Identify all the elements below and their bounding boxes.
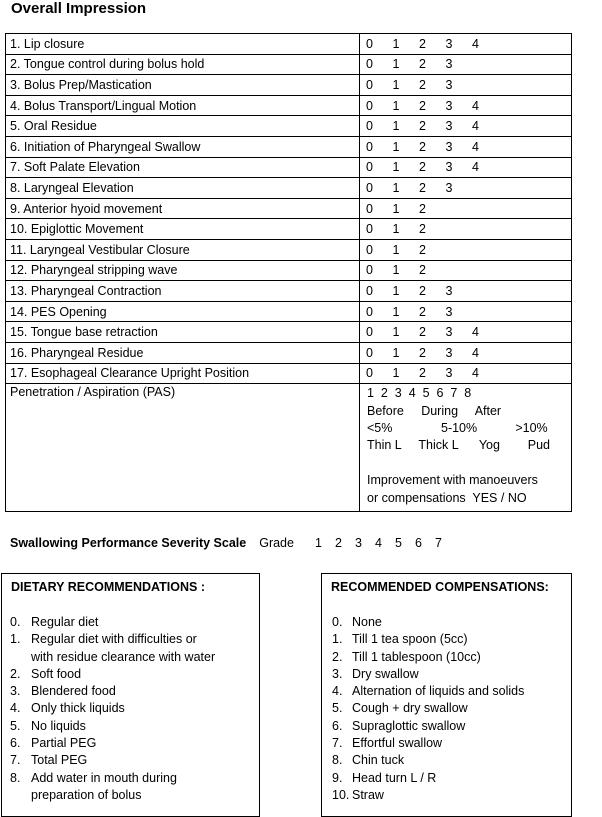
dietary-item bbox=[10, 614, 259, 631]
assessment-row bbox=[6, 75, 572, 96]
dietary-item bbox=[10, 631, 259, 648]
item-number: 1. bbox=[332, 632, 343, 647]
score-option: 0 bbox=[366, 242, 373, 257]
score-option: 1 bbox=[392, 57, 400, 72]
item-number: 8. bbox=[10, 770, 21, 785]
row-label: 4. Bolus Transport/Lingual Motion bbox=[6, 95, 360, 116]
score-option: 4 bbox=[472, 36, 479, 51]
item-text: Total PEG bbox=[31, 753, 88, 768]
score-option: 0 bbox=[366, 283, 373, 298]
row-scores bbox=[360, 34, 572, 55]
score-option: 1 bbox=[392, 201, 400, 216]
score-option: 2 bbox=[419, 119, 426, 134]
item-text: Till 1 tablespoon (10cc) bbox=[352, 649, 481, 664]
assessment-row bbox=[6, 342, 572, 363]
pas-label: Penetration / Aspiration (PAS) bbox=[6, 384, 360, 512]
item-number: 3. bbox=[332, 666, 343, 681]
score-option: 3 bbox=[445, 345, 453, 360]
severity-grade-option: 7 bbox=[434, 536, 442, 550]
score-option: 0 bbox=[366, 201, 373, 216]
score-option: 3 bbox=[445, 98, 453, 113]
score-option: 4 bbox=[472, 119, 479, 134]
score-option: 4 bbox=[472, 139, 479, 154]
row-scores bbox=[360, 239, 572, 260]
assessment-row bbox=[6, 34, 572, 55]
compensations-item bbox=[332, 649, 571, 666]
pas-line: Improvement with manoeuvers bbox=[367, 473, 538, 488]
item-text: Head turn L / R bbox=[352, 770, 437, 785]
item-text: Till 1 tea spoon (5cc) bbox=[352, 632, 468, 647]
score-option: 2 bbox=[419, 36, 426, 51]
assessment-row bbox=[6, 54, 572, 75]
score-option: 3 bbox=[445, 283, 453, 298]
pas-line: <5% 5-10% >10% bbox=[367, 420, 548, 435]
score-option: 0 bbox=[366, 304, 373, 319]
item-number: 5. bbox=[332, 701, 343, 716]
score-option: 0 bbox=[366, 325, 373, 340]
score-option: 0 bbox=[366, 263, 373, 278]
item-number: 1. bbox=[10, 632, 21, 647]
item-text: Add water in mouth during bbox=[31, 770, 177, 785]
dietary-item bbox=[10, 666, 259, 683]
score-option: 0 bbox=[366, 180, 373, 195]
row-scores bbox=[360, 342, 572, 363]
row-label: 12. Pharyngeal stripping wave bbox=[6, 260, 360, 281]
item-number: 6. bbox=[10, 736, 21, 751]
item-text: Chin tuck bbox=[352, 753, 405, 768]
compensations-item bbox=[332, 700, 571, 717]
score-option: 0 bbox=[366, 98, 373, 113]
row-scores bbox=[360, 136, 572, 157]
item-number bbox=[10, 787, 31, 804]
item-text: Effortful swallow bbox=[352, 736, 443, 751]
score-option: 1 bbox=[392, 160, 400, 175]
severity-scale bbox=[10, 536, 455, 550]
item-text: Regular diet bbox=[31, 615, 99, 629]
dietary-item bbox=[10, 718, 259, 735]
row-scores bbox=[360, 95, 572, 116]
score-option: 3 bbox=[445, 57, 453, 72]
score-option: 2 bbox=[419, 180, 426, 195]
score-option: 0 bbox=[366, 222, 373, 237]
row-label: 3. Bolus Prep/Mastication bbox=[6, 75, 360, 96]
score-option: 0 bbox=[366, 119, 373, 134]
row-label: 6. Initiation of Pharyngeal Swallow bbox=[6, 136, 360, 157]
compensations-box bbox=[321, 573, 572, 817]
score-option: 0 bbox=[366, 345, 373, 360]
score-option: 1 bbox=[392, 36, 400, 51]
score-option: 1 bbox=[392, 325, 400, 340]
compensations-item bbox=[332, 770, 571, 787]
compensations-item bbox=[332, 718, 571, 735]
item-number: 0. bbox=[10, 615, 21, 629]
score-option: 1 bbox=[392, 242, 400, 257]
assessment-row bbox=[6, 178, 572, 199]
compensations-item bbox=[332, 614, 571, 631]
score-option: 0 bbox=[366, 77, 373, 92]
severity-grade-values bbox=[315, 536, 455, 550]
score-option: 4 bbox=[472, 160, 479, 175]
item-text: Cough + dry swallow bbox=[352, 701, 468, 716]
row-label: 15. Tongue base retraction bbox=[6, 322, 360, 343]
dietary-item bbox=[10, 752, 259, 769]
compensations-item bbox=[332, 666, 571, 683]
compensations-item bbox=[332, 787, 571, 804]
score-option: 3 bbox=[445, 325, 453, 340]
score-option: 2 bbox=[419, 139, 426, 154]
dietary-recommendations-box bbox=[1, 573, 260, 817]
assessment-row bbox=[6, 281, 572, 302]
assessment-row bbox=[6, 219, 572, 240]
pas-options bbox=[364, 384, 567, 511]
row-scores bbox=[360, 157, 572, 178]
assessment-row bbox=[6, 239, 572, 260]
item-text: Dry swallow bbox=[352, 666, 419, 681]
severity-grade-option: 1 bbox=[314, 536, 322, 550]
score-option: 0 bbox=[366, 139, 373, 154]
item-text: Alternation of liquids and solids bbox=[352, 684, 525, 699]
item-number: 4. bbox=[10, 701, 21, 716]
item-number: 10. bbox=[332, 787, 350, 802]
score-option: 1 bbox=[392, 222, 400, 237]
row-label: 13. Pharyngeal Contraction bbox=[6, 281, 360, 302]
score-option: 4 bbox=[472, 366, 479, 381]
score-option: 1 bbox=[392, 345, 400, 360]
assessment-row bbox=[6, 136, 572, 157]
score-option: 3 bbox=[445, 119, 453, 134]
dietary-item bbox=[10, 700, 259, 717]
row-label: 5. Oral Residue bbox=[6, 116, 360, 137]
item-text: preparation of bolus bbox=[31, 787, 142, 802]
row-scores bbox=[360, 178, 572, 199]
score-option: 2 bbox=[419, 242, 426, 257]
score-option: 2 bbox=[419, 160, 426, 175]
score-option: 1 bbox=[392, 263, 400, 278]
item-text: Supraglottic swallow bbox=[352, 718, 466, 733]
dietary-item bbox=[10, 770, 259, 787]
score-option: 1 bbox=[392, 139, 400, 154]
score-option: 2 bbox=[419, 366, 426, 381]
score-option: 1 bbox=[392, 304, 400, 319]
item-text: Only thick liquids bbox=[31, 701, 125, 716]
score-option: 0 bbox=[366, 57, 373, 72]
pas-line bbox=[367, 455, 564, 472]
row-scores bbox=[360, 54, 572, 75]
item-number: 9. bbox=[332, 770, 343, 785]
row-scores bbox=[360, 301, 572, 322]
item-number: 4. bbox=[332, 684, 343, 699]
assessment-row bbox=[6, 260, 572, 281]
assessment-rows bbox=[6, 34, 572, 384]
score-option: 3 bbox=[445, 36, 453, 51]
compensations-item bbox=[332, 631, 571, 648]
assessment-row bbox=[6, 198, 572, 219]
row-label: 14. PES Opening bbox=[6, 301, 360, 322]
score-option: 4 bbox=[472, 325, 479, 340]
dietary-list bbox=[10, 614, 259, 804]
severity-grade-option: 4 bbox=[374, 536, 382, 550]
pas-line: or compensations YES / NO bbox=[367, 490, 527, 505]
pas-line: Before During After bbox=[367, 403, 502, 418]
row-label: 10. Epiglottic Movement bbox=[6, 219, 360, 240]
compensations-item bbox=[332, 752, 571, 769]
dietary-item bbox=[10, 735, 259, 752]
compensations-item bbox=[332, 735, 571, 752]
dietary-item bbox=[10, 649, 259, 666]
item-number: 2. bbox=[332, 649, 343, 664]
score-option: 3 bbox=[445, 366, 453, 381]
score-option: 1 bbox=[392, 283, 400, 298]
row-label: 11. Laryngeal Vestibular Closure bbox=[6, 239, 360, 260]
score-option: 2 bbox=[419, 57, 426, 72]
item-text: Partial PEG bbox=[31, 736, 97, 751]
assessment-table bbox=[5, 33, 572, 512]
row-label: 7. Soft Palate Elevation bbox=[6, 157, 360, 178]
severity-grade-option: 3 bbox=[354, 536, 362, 550]
item-text: Soft food bbox=[31, 666, 82, 681]
score-option: 1 bbox=[392, 77, 400, 92]
dietary-title: DIETARY RECOMMENDATIONS : bbox=[11, 580, 205, 594]
score-option: 0 bbox=[366, 366, 373, 381]
score-option: 1 bbox=[392, 98, 400, 113]
pas-row bbox=[6, 384, 572, 512]
pas-line: 1 2 3 4 5 6 7 8 bbox=[367, 386, 472, 401]
score-option: 0 bbox=[366, 160, 373, 175]
row-label: 2. Tongue control during bolus hold bbox=[6, 54, 360, 75]
severity-grade-option: 6 bbox=[414, 536, 422, 550]
row-scores bbox=[360, 260, 572, 281]
item-text: Straw bbox=[352, 787, 384, 802]
row-scores bbox=[360, 75, 572, 96]
compensations-item bbox=[332, 683, 571, 700]
item-number: 0. bbox=[332, 615, 343, 629]
row-label: 9. Anterior hyoid movement bbox=[6, 198, 360, 219]
row-label: 17. Esophageal Clearance Upright Position bbox=[6, 363, 360, 384]
score-option: 2 bbox=[419, 77, 426, 92]
score-option: 2 bbox=[419, 304, 426, 319]
score-option: 2 bbox=[419, 325, 426, 340]
row-scores bbox=[360, 219, 572, 240]
score-option: 3 bbox=[445, 304, 453, 319]
score-option: 2 bbox=[419, 283, 426, 298]
row-scores bbox=[360, 116, 572, 137]
severity-grade-option: 5 bbox=[394, 536, 402, 550]
compensations-title: RECOMMENDED COMPENSATIONS: bbox=[331, 580, 549, 594]
score-option: 3 bbox=[445, 180, 453, 195]
item-text: None bbox=[352, 615, 382, 629]
assessment-row bbox=[6, 363, 572, 384]
severity-scale-label: Swallowing Performance Severity Scale bbox=[10, 536, 247, 550]
row-label: 8. Laryngeal Elevation bbox=[6, 178, 360, 199]
item-number: 2. bbox=[10, 666, 21, 681]
assessment-row bbox=[6, 116, 572, 137]
score-option: 2 bbox=[419, 201, 426, 216]
row-label: 16. Pharyngeal Residue bbox=[6, 342, 360, 363]
score-option: 4 bbox=[472, 345, 479, 360]
compensations-list bbox=[332, 614, 571, 804]
score-option: 2 bbox=[419, 98, 426, 113]
dietary-item bbox=[10, 787, 259, 804]
severity-grade-option: 2 bbox=[334, 536, 342, 550]
row-scores bbox=[360, 198, 572, 219]
score-option: 2 bbox=[419, 263, 426, 278]
score-option: 1 bbox=[392, 119, 400, 134]
score-option: 0 bbox=[366, 36, 373, 51]
score-option: 3 bbox=[445, 160, 453, 175]
assessment-row bbox=[6, 95, 572, 116]
item-text: No liquids bbox=[31, 718, 86, 733]
item-number: 3. bbox=[10, 684, 21, 699]
score-option: 3 bbox=[445, 77, 453, 92]
assessment-row bbox=[6, 301, 572, 322]
dietary-item bbox=[10, 683, 259, 700]
item-number bbox=[10, 649, 31, 666]
score-option: 1 bbox=[392, 366, 400, 381]
item-text: Regular diet with difficulties or bbox=[31, 632, 197, 647]
row-scores bbox=[360, 281, 572, 302]
score-option: 1 bbox=[392, 180, 400, 195]
pas-line: Thin L Thick L Yog Pud bbox=[367, 438, 550, 453]
score-option: 2 bbox=[419, 222, 426, 237]
item-number: 7. bbox=[332, 736, 343, 751]
item-text: with residue clearance with water bbox=[31, 649, 216, 664]
item-number: 7. bbox=[10, 753, 21, 768]
score-option: 4 bbox=[472, 98, 479, 113]
severity-grade-label: Grade bbox=[259, 536, 294, 550]
item-number: 8. bbox=[332, 753, 343, 768]
item-number: 5. bbox=[10, 718, 21, 733]
score-option: 3 bbox=[445, 139, 453, 154]
item-text: Blendered food bbox=[31, 684, 116, 699]
row-scores bbox=[360, 322, 572, 343]
row-scores bbox=[360, 363, 572, 384]
score-option: 2 bbox=[419, 345, 426, 360]
row-label: 1. Lip closure bbox=[6, 34, 360, 55]
assessment-row bbox=[6, 157, 572, 178]
assessment-row bbox=[6, 322, 572, 343]
item-number: 6. bbox=[332, 718, 343, 733]
page-title: Overall Impression bbox=[11, 0, 147, 17]
pas-options-cell bbox=[360, 384, 572, 512]
